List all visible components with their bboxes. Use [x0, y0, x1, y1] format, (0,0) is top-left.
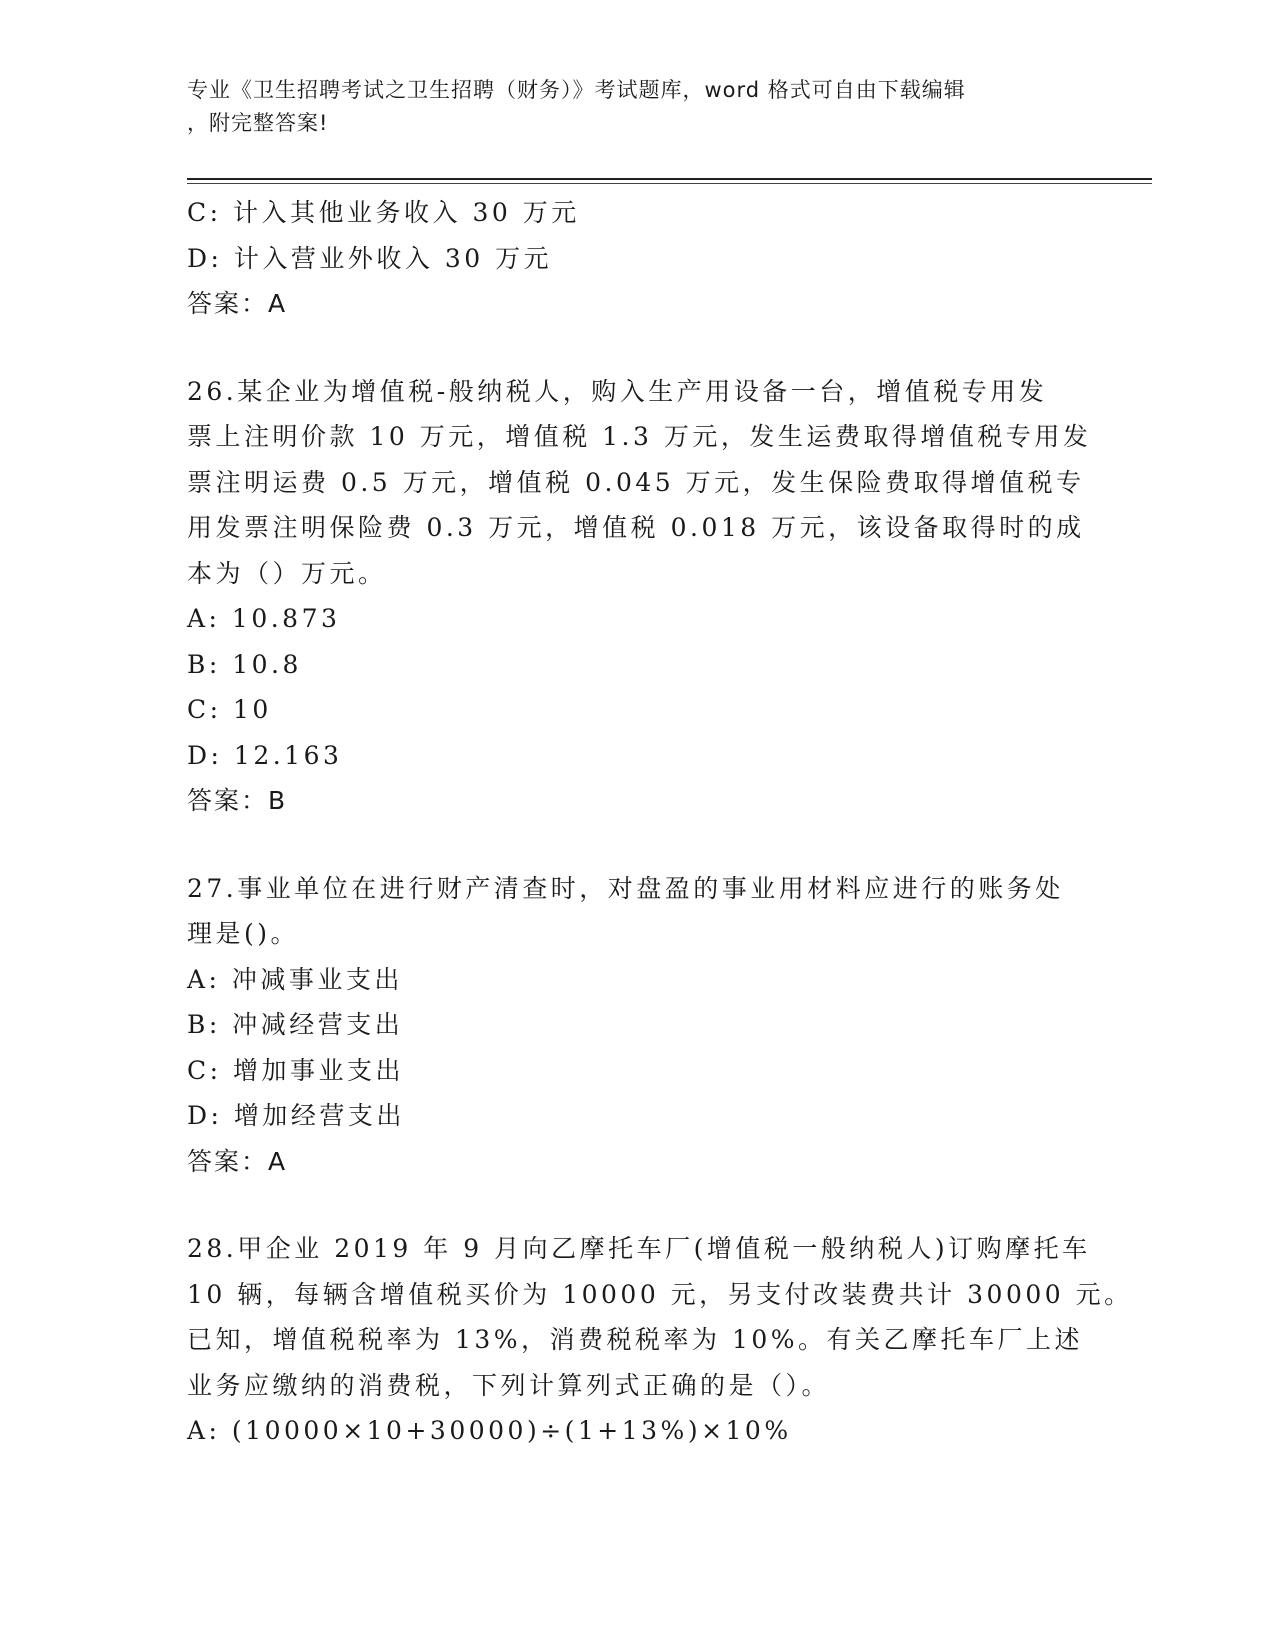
question-text-line: 28.甲企业 2019 年 9 月向乙摩托车厂(增值税一般纳税人)订购摩托车	[187, 1234, 1091, 1263]
question-text-line: 票上注明价款 10 万元，增值税 1.3 万元，发生运费取得增值税专用发	[187, 422, 1092, 451]
option-d: D: 增加经营支出	[187, 1101, 405, 1130]
option-b: B: 冲减经营支出	[187, 1010, 404, 1039]
question-text-line: 26.某企业为增值税-般纳税人，购入生产用设备一台，增值税专用发	[187, 376, 1048, 406]
question-text-line: 27.事业单位在进行财产清查时，对盘盈的事业用材料应进行的账务处	[187, 873, 1064, 903]
option-d: D: 12.163	[187, 740, 343, 770]
question-text-line: 用发票注明保险费 0.3 万元，增值税 0.018 万元，该设备取得时的成	[187, 513, 1085, 542]
document-header	[187, 74, 1067, 140]
option-c: C: 10	[187, 695, 272, 724]
option-a: A: 10.873	[187, 604, 341, 633]
option-a: A: (10000×10+30000)÷(1+13%)×10%	[187, 1416, 792, 1445]
question-text-line: 已知，增值税税率为 13%，消费税税率为 10%。有关乙摩托车厂上述	[187, 1325, 1084, 1354]
question-25-tail	[187, 190, 1087, 327]
question-26	[187, 369, 1092, 824]
option-d: D: 计入营业外收入 30 万元	[187, 243, 553, 273]
answer-label: 答案：A	[187, 1146, 288, 1176]
question-content	[187, 190, 1133, 1454]
header-divider-thick	[187, 178, 1152, 180]
option-b: B: 10.8	[187, 649, 302, 679]
option-c: C: 增加事业支出	[187, 1055, 404, 1085]
header-line-2: ，附完整答案!	[187, 111, 329, 135]
question-text-line: 业务应缴纳的消费税，下列计算列式正确的是（）。	[187, 1370, 831, 1400]
question-text-line: 本为（）万元。	[187, 558, 387, 588]
spacer	[187, 1184, 1087, 1226]
spacer	[187, 327, 1087, 369]
question-28	[187, 1226, 1133, 1454]
spacer	[187, 824, 1087, 866]
answer-label: 答案：B	[187, 786, 288, 815]
question-27	[187, 866, 1087, 1185]
header-divider-thin	[187, 183, 1152, 184]
question-text-line: 10 辆，每辆含增值税买价为 10000 元，另支付改装费共计 30000 元。	[187, 1279, 1133, 1309]
option-a: A: 冲减事业支出	[187, 964, 403, 994]
question-text-line: 理是()。	[187, 919, 300, 948]
answer-label: 答案：A	[187, 289, 288, 318]
question-text-line: 票注明运费 0.5 万元，增值税 0.045 万元，发生保险费取得增值税专	[187, 467, 1085, 497]
header-line-1: 专业《卫生招聘考试之卫生招聘（财务）》考试题库，word 格式可自由下载编辑	[187, 78, 966, 102]
option-c: C: 计入其他业务收入 30 万元	[187, 198, 580, 227]
